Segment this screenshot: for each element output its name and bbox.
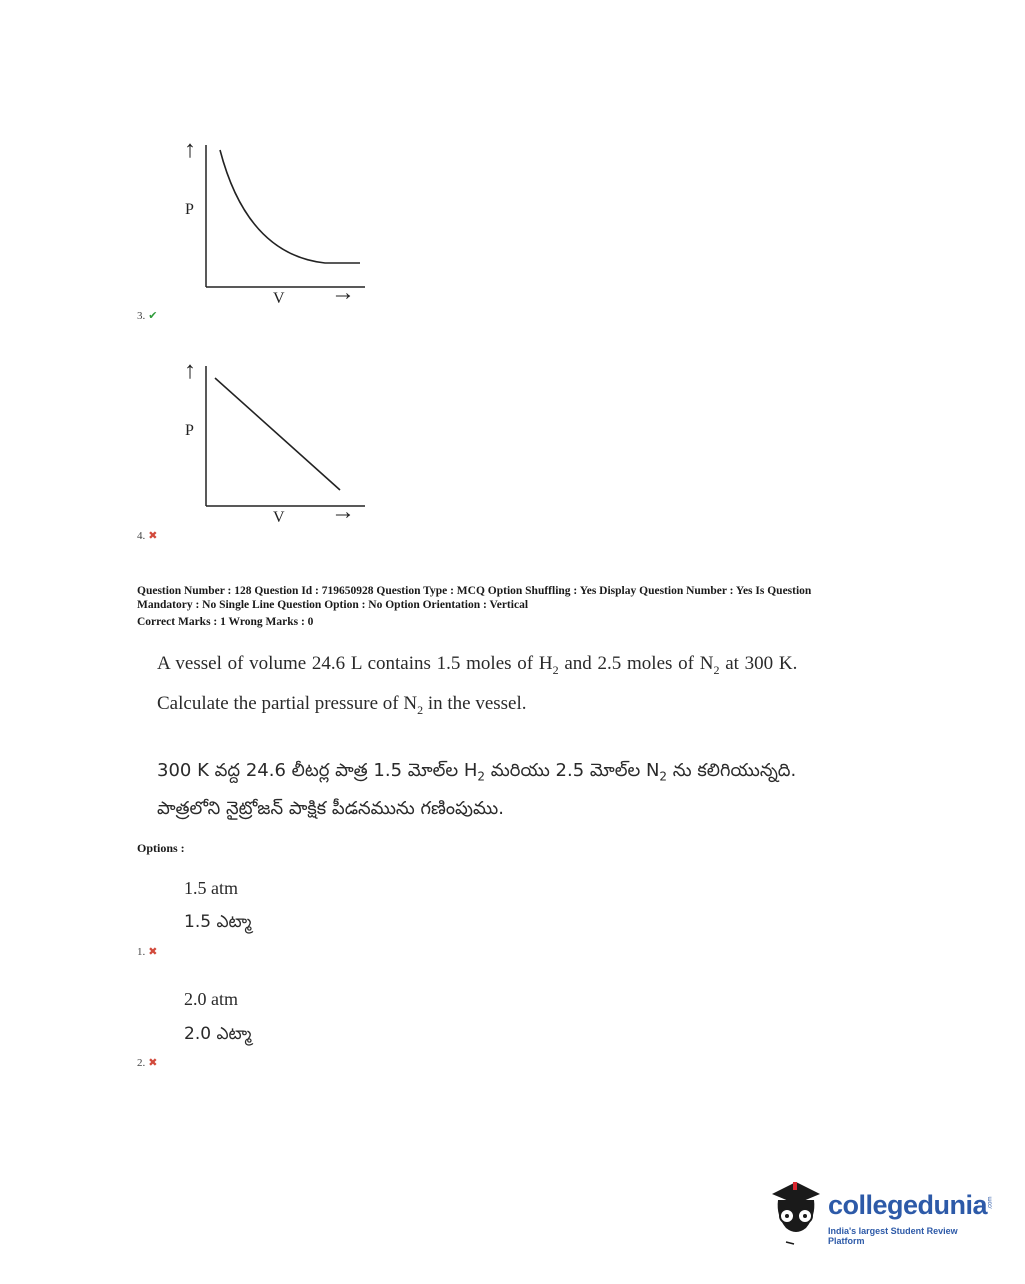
option-number-text: 2.: [137, 1057, 146, 1069]
graph-option-3: [175, 135, 435, 325]
text-segment: ను కలిగియున్నది.: [667, 760, 797, 781]
cross-icon: ✖: [148, 946, 158, 958]
subscript: 2: [477, 769, 485, 784]
logo-tagline: India's largest Student Review Platform: [828, 1226, 958, 1246]
question-meta-line-2: Mandatory : No Single Line Question Option : No Option Orientation : Vertical: [137, 599, 529, 611]
question-meta-line-1: Question Number : 128 Question Id : 719650928 Question Type : MCQ Option Shuffling : Yes Display Question Number : Yes Is Question: [137, 585, 812, 597]
text-segment: మరియు 2.5 మోల్‌ల N: [485, 760, 660, 781]
option-2-telugu: 2.0 ఎట్మా: [184, 1024, 252, 1044]
option-number-text: 3.: [137, 310, 146, 322]
straight-line: [215, 378, 340, 490]
x-axis-label: V: [273, 509, 285, 526]
check-icon: ✔: [148, 310, 158, 322]
collegedunia-logo[interactable]: [766, 1176, 996, 1246]
text-segment: 300 K వద్ద 24.6 లీటర్ల పాత్ర 1.5 మోల్‌ల H: [157, 760, 478, 781]
subscript: 2: [417, 702, 424, 717]
text-segment: in the vessel.: [423, 693, 527, 714]
right-arrow-icon: →: [331, 499, 355, 525]
text-segment: at 300 K.: [719, 653, 798, 674]
logo-com: .com: [987, 1196, 994, 1210]
question-english-line-2: [157, 693, 527, 718]
question-telugu-line-2: పాత్రలోని నైట్రోజన్ పాక్షిక పీడనమును గణింపుము.: [157, 798, 504, 819]
hyperbola-curve: [220, 150, 360, 263]
pv-line-graph: [175, 356, 435, 546]
cross-icon: ✖: [148, 530, 158, 542]
pv-curve-graph: [175, 135, 435, 325]
text-segment: and 2.5 moles of N: [558, 653, 714, 674]
graph-option-4: [175, 356, 435, 546]
mascot-icon: [766, 1176, 828, 1246]
option-3-number[interactable]: [137, 309, 157, 322]
up-arrow-icon: ↑: [184, 358, 196, 384]
y-axis-label: P: [185, 201, 194, 218]
option-number-text: 4.: [137, 530, 146, 542]
option-1-english: 1.5 atm: [184, 878, 238, 898]
question-telugu-line-1: [157, 760, 796, 785]
right-arrow-icon: →: [331, 280, 355, 306]
subscript: 2: [552, 662, 559, 677]
up-arrow-icon: ↑: [184, 137, 196, 163]
option-4-number[interactable]: [137, 529, 157, 542]
subscript: 2: [659, 769, 668, 784]
text-segment: Calculate the partial pressure of N: [157, 693, 418, 714]
option-2-number[interactable]: [137, 1056, 157, 1069]
option-2-english: 2.0 atm: [184, 989, 238, 1009]
question-english-line-1: [157, 653, 797, 678]
x-axis-label: V: [273, 290, 285, 307]
option-number-text: 1.: [137, 946, 146, 958]
question-meta-line-3: Correct Marks : 1 Wrong Marks : 0: [137, 616, 314, 628]
cross-icon: ✖: [148, 1057, 158, 1069]
option-1-number[interactable]: [137, 945, 157, 958]
y-axis-label: P: [185, 422, 194, 439]
option-1-telugu: 1.5 ఎట్మా: [184, 912, 252, 932]
options-label: Options :: [137, 841, 185, 855]
logo-wordmark: collegedunia: [828, 1190, 988, 1220]
text-segment: A vessel of volume 24.6 L contains 1.5 moles of H: [157, 653, 553, 674]
subscript: 2: [713, 662, 720, 677]
